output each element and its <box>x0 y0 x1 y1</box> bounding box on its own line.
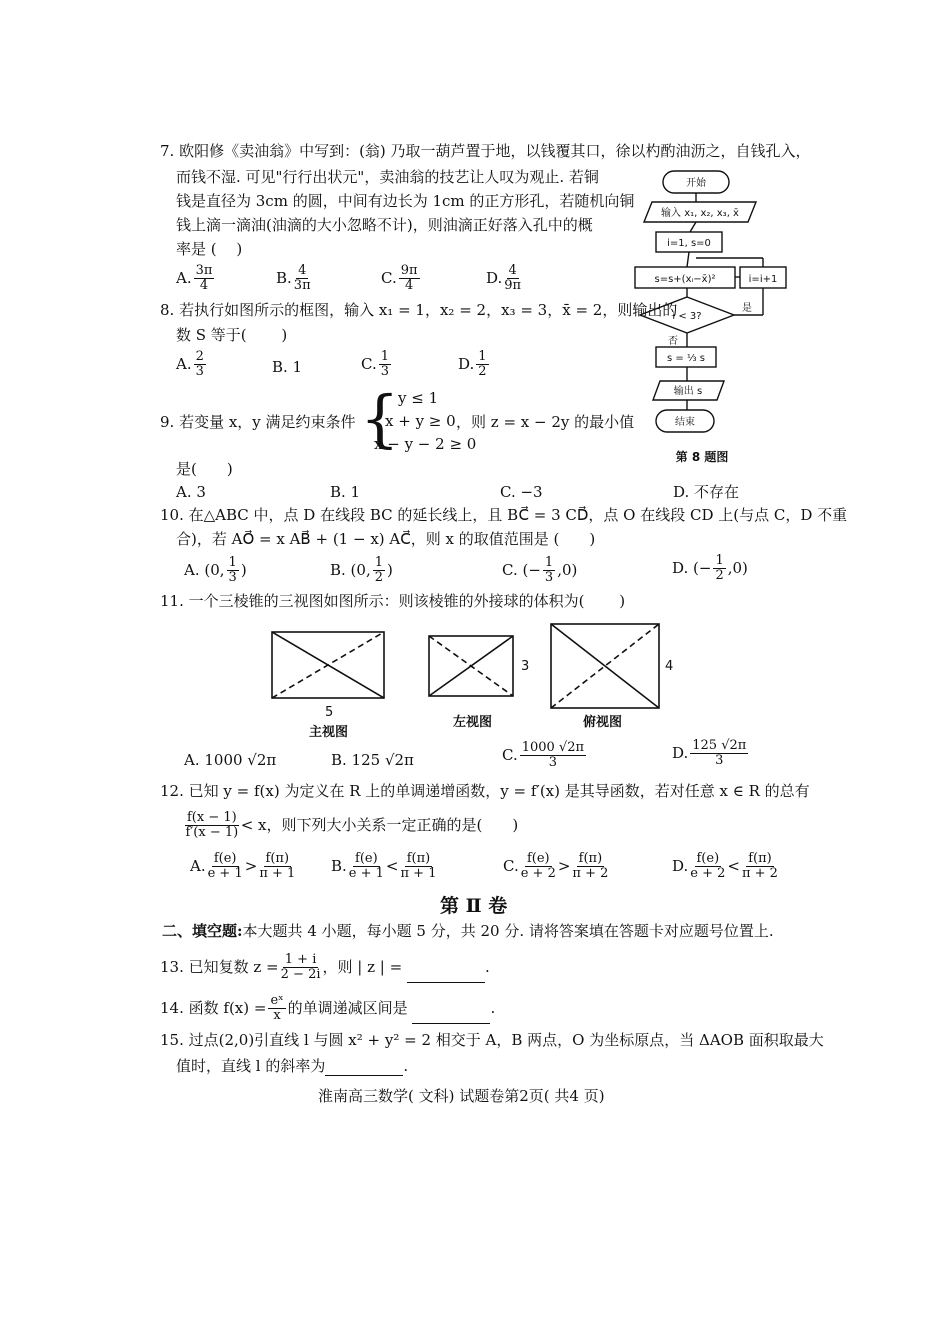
side-dim-label: 3 <box>521 659 530 674</box>
q15-line1: 15. 过点(2,0)引直线 l 与圆 x² + y² = 2 相交于 A，B 两点，O 为坐标原点，当 ΔAOB 面积取最大 <box>160 1031 824 1049</box>
q8-option-c: C. $\frac{1}{3}$ <box>361 349 389 380</box>
flow-output-label: 输出 s <box>673 386 703 397</box>
q9-constraint-3: x − y − 2 ≥ 0 <box>374 435 477 453</box>
q7-option-d: D. $\frac{4}{9\pi}$ <box>486 263 522 294</box>
top-dim-label: 4 <box>665 659 674 674</box>
q8-option-b: B. 1 <box>272 358 303 376</box>
flow-yes-label: 是 <box>742 303 752 314</box>
q7-line3: 钱是直径为 3cm 的圆，中间有边长为 1cm 的正方形孔，若随机向铜 <box>176 192 635 210</box>
q7-line5: 率是 ( ) <box>176 240 243 258</box>
front-view-label: 主视图 <box>309 725 349 740</box>
q9-constraint-2: x + y ≥ 0 <box>385 412 456 430</box>
front-dim-label: 5 <box>325 705 334 720</box>
q13-answer-blank <box>407 968 485 983</box>
side-view-label: 左视图 <box>453 715 493 730</box>
section-two-header: 二、填空题:本大题共 4 小题，每小题 5 分，共 20 分. 请将答案填在答题卡对应题号位置上. <box>162 922 774 940</box>
top-view-label: 俯视图 <box>583 715 623 730</box>
q10-option-a: A. (0, $\frac{1}{3}$ ) <box>184 555 247 586</box>
q14-answer-blank <box>412 1009 490 1024</box>
q15-line2-wrap: 值时，直线 l 的斜率为 . <box>176 1057 409 1075</box>
flow-input-label: 输入 x₁, x₂, x₃, x̄ <box>661 208 739 219</box>
q12-line1: 12. 已知 y = f(x) 为定义在 R 上的单调递增函数，y = f′(x) 是其导函数，若对任意 x ∈ R 的总有 <box>160 782 810 800</box>
flow-caption: 第 8 题图 <box>675 450 729 464</box>
q12-option-b: B. $\frac{f(e)}{e + 1}$ < $\frac{f(\pi)}{\pi + 1}$ <box>331 851 437 882</box>
q10-option-c: C. (− $\frac{1}{3}$ ,0) <box>502 555 578 586</box>
q12-option-a: A. $\frac{f(e)}{e + 1}$ > $\frac{f(\pi)}{\pi + 1}$ <box>190 851 296 882</box>
flow-cond-label: i < 3? <box>672 311 702 322</box>
part2-title: 第 Ⅱ 卷 <box>440 895 508 917</box>
flow-end-label: 结束 <box>675 417 695 428</box>
q9-option-a: A. 3 <box>176 483 206 501</box>
q9-line2: 是( ) <box>176 460 233 478</box>
q13: 13. 已知复数 z = $\frac{1 + i}{2 - 2i}$ ，则 | z | = . <box>160 952 490 983</box>
q15-answer-blank <box>325 1061 403 1076</box>
flow-inc-label: i=i+1 <box>748 274 778 285</box>
q9-prefix: 9. 若变量 x，y 满足约束条件 <box>160 413 356 431</box>
q10-option-d: D. (− $\frac{1}{2}$ ,0) <box>672 553 748 584</box>
q11-line1: 11. 一个三棱锥的三视图如图所示：则该棱锥的外接球的体积为( ) <box>160 592 626 610</box>
flow-no-label: 否 <box>668 336 678 347</box>
q10-option-b: B. (0, $\frac{1}{2}$ ) <box>330 555 393 586</box>
q7-option-a: A. $\frac{3\pi}{4}$ <box>176 263 213 294</box>
q8-option-a: A. $\frac{2}{3}$ <box>176 349 204 380</box>
q7-line2: 而钱不湿. 可见"行行出状元"，卖油翁的技艺让人叹为观止. 若铜 <box>176 168 599 186</box>
flow-init-label: i=1, s=0 <box>667 238 711 249</box>
q9-option-d: D. 不存在 <box>673 483 740 501</box>
q9-constraint-1: y ≤ 1 <box>398 389 439 407</box>
q9-option-b: B. 1 <box>330 483 361 501</box>
q12-option-c: C. $\frac{f(e)}{e + 2}$ > $\frac{f(\pi)}{\pi + 2}$ <box>503 851 609 882</box>
page-footer: 淮南高三数学( 文科) 试题卷第2页( 共4 页) <box>318 1087 605 1105</box>
q10-line1: 10. 在△ABC 中，点 D 在线段 BC 的延长线上，且 BC⃗ = 3 CD⃗，点 O 在线段 CD 上(与点 C，D 不重 <box>160 506 848 524</box>
q11-option-c: C. $\frac{1000 √2\pi}{3}$ <box>502 740 585 771</box>
flowchart <box>630 165 820 465</box>
q9-suffix: ，则 z = x − 2y 的最小值 <box>456 413 635 431</box>
q11-option-a: A. 1000 √2π <box>184 751 277 769</box>
q7-line1: 7. 欧阳修《卖油翁》中写到：(翁) 乃取一葫芦置于地，以钱覆其口，徐以杓酌油沥之，自钱孔入， <box>160 142 811 160</box>
q12-condition: $\frac{f(x - 1)}{f'(x - 1)}$ < x，则下列大小关系一定正确的是( ) <box>185 810 519 841</box>
q7-line4: 钱上滴一滴油(油滴的大小忽略不计)，则油滴正好落入孔中的概 <box>176 216 593 234</box>
flow-scale-label: s = ⅓ s <box>666 353 706 364</box>
q10-line2: 合)，若 AO⃗ = x AB⃗ + (1 − x) AC⃗，则 x 的取值范围是 ( ) <box>176 530 596 548</box>
q8-option-d: D. $\frac{1}{2}$ <box>458 349 487 380</box>
flow-start-label: 开始 <box>686 178 706 189</box>
three-views-figure <box>265 620 685 740</box>
q11-option-b: B. 125 √2π <box>331 751 414 769</box>
q11-option-d: D. $\frac{125 √2\pi}{3}$ <box>672 738 747 769</box>
q7-option-c: C. $\frac{9\pi}{4}$ <box>381 263 418 294</box>
q9-option-c: C. −3 <box>500 483 543 501</box>
q12-option-d: D. $\frac{f(e)}{e + 2}$ < $\frac{f(\pi)}{\pi + 2}$ <box>672 851 778 882</box>
q14: 14. 函数 f(x) = $\frac{\text{eˣ}}{x}$ 的单调递减区间是 . <box>160 993 496 1024</box>
q9-brace: { <box>360 382 400 455</box>
q7-option-b: B. $\frac{4}{3\pi}$ <box>276 263 311 294</box>
flow-update-label: s=s+(xᵢ−x̄)² <box>654 274 716 285</box>
q8-line1: 8. 若执行如图所示的框图，输入 x₁ = 1，x₂ = 2，x₃ = 3，x̄ = 2，则输出的 <box>160 301 678 319</box>
q8-line2: 数 S 等于( ) <box>176 326 288 344</box>
